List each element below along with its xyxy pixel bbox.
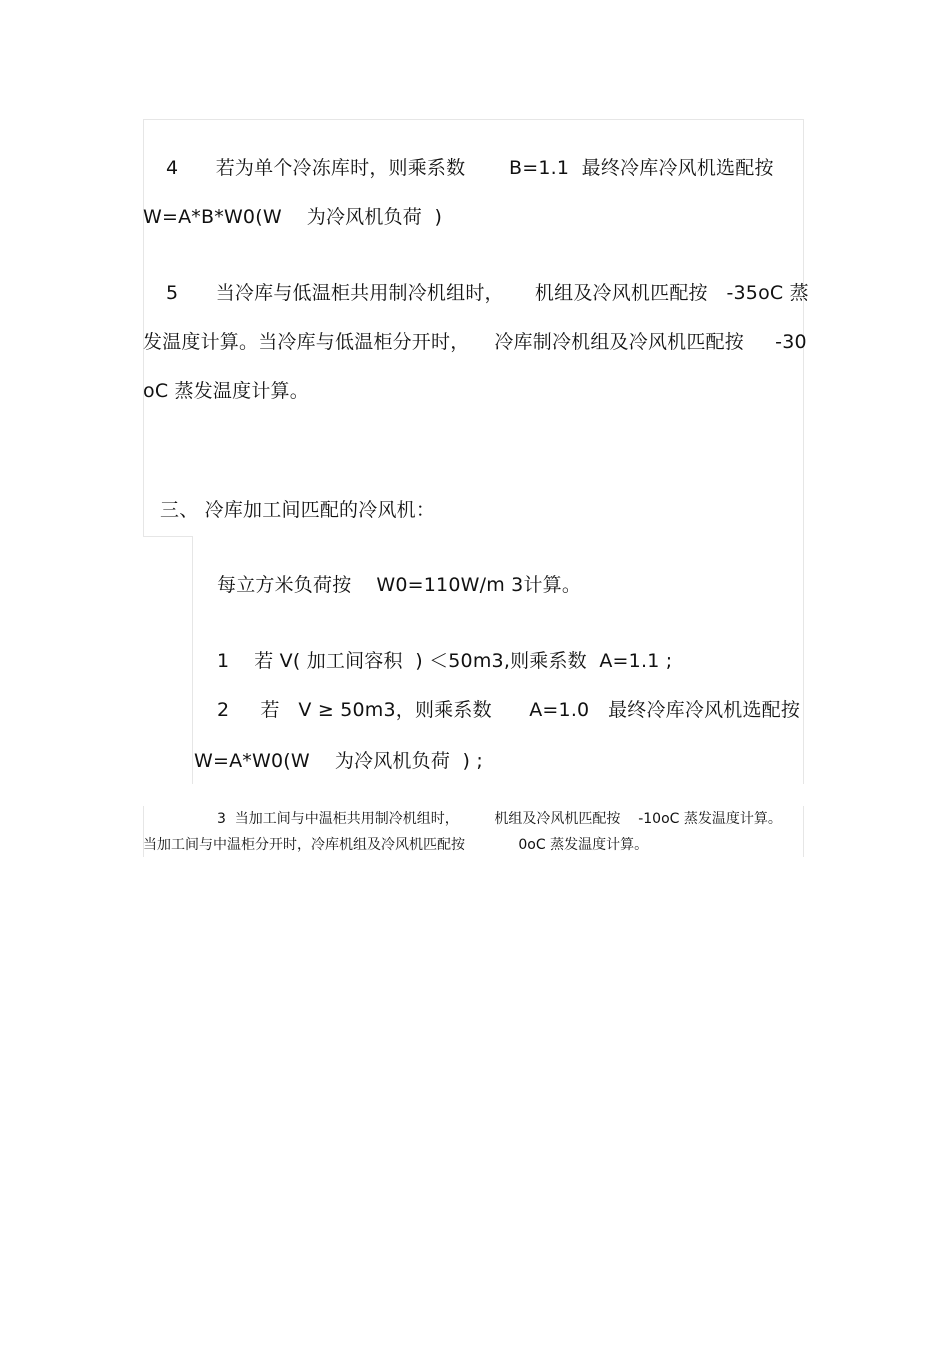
- frame-top-rule: [143, 119, 804, 120]
- section3-item2-line1: 2 若 V ≥ 50m3，则乘系数 A=1.0 最终冷库冷风机选配按: [217, 699, 801, 721]
- section3-item1: 1 若 V( 加工间容积 ) ＜50m3,则乘系数 A=1.1 ;: [217, 650, 673, 672]
- frame-left-rule-upper: [143, 119, 144, 537]
- section3-item2-line2: W=A*W0(W 为冷风机负荷 ) ;: [194, 750, 483, 772]
- frame-right-rule-lower: [803, 806, 804, 857]
- section3-item3-line1: 3 当加工间与中温柜共用制冷机组时， 机组及冷风机匹配按 -10oC 蒸发温度计算。: [217, 811, 782, 827]
- frame-step-rule: [143, 536, 193, 537]
- item4-line1: 4 若为单个冷冻库时，则乘系数 B=1.1 最终冷库冷风机选配按: [166, 157, 774, 179]
- section3-intro: 每立方米负荷按 W0=110W/m 3计算。: [217, 574, 582, 596]
- section3-heading: 三、 冷库加工间匹配的冷风机：: [160, 499, 436, 521]
- frame-right-rule-upper: [803, 119, 804, 784]
- section3-item3-line2: 当加工间与中温柜分开时，冷库机组及冷风机匹配按 0oC 蒸发温度计算。: [143, 837, 649, 853]
- item4-line2: W=A*B*W0(W 为冷风机负荷 ): [143, 206, 443, 228]
- item5-line3: oC 蒸发温度计算。: [143, 380, 309, 402]
- item5-line1: 5 当冷库与低温柜共用制冷机组时， 机组及冷风机匹配按 -35oC 蒸: [166, 282, 809, 304]
- item5-line2: 发温度计算。当冷库与低温柜分开时， 冷库制冷机组及冷风机匹配按 -30: [143, 331, 807, 353]
- frame-left-rule-inner: [192, 536, 193, 784]
